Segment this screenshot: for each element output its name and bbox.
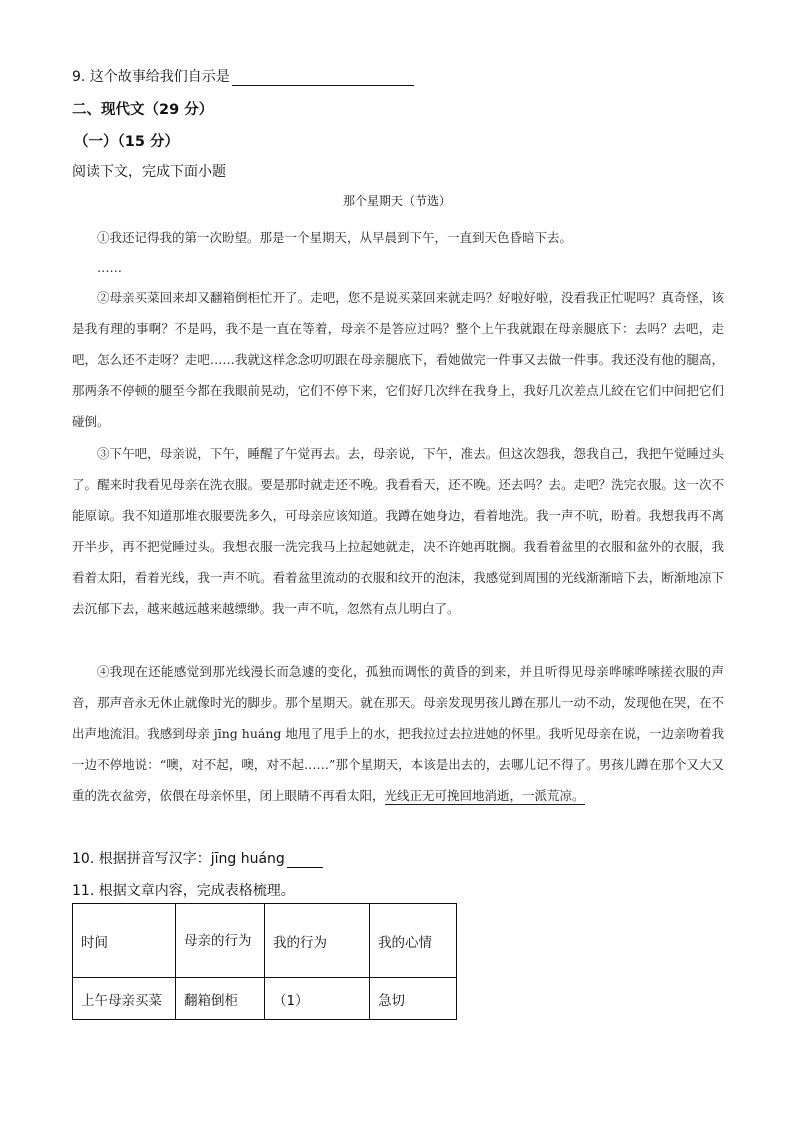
subsection-heading: （一）（15 分）	[74, 134, 179, 150]
paragraph-2-text: ②母亲买菜回来却又翻箱倒柜忙开了。走吧，您不是说买菜回来就走吗？好啦好啦，没看我正忙呢吗？真奇怪，该是我有理的事啊？不是吗，我不是一直在等着，母亲不是答应过吗？整个上午我就跟在母亲腿底下：去吗？去吧，走吧，怎么还不走呀？走吧……我就这样念念叨叨跟在母亲腿底下，看她做完一件事又去做一件事。我还没有他的腿高，那两条不停顿的腿至今都在我眼前晃动，它们不停下来，它们好几次绊在我身上，我好几次差点儿絞在它们中间把它们碰倒。	[72, 290, 724, 429]
question-11: 11. 根据文章内容，完成表格梳理。	[72, 883, 295, 899]
paragraph-3-text: ③下午吧，母亲说，下午，睡醒了午觉再去。去，母亲说，下午，准去。但这次怨我，怨我自己，我把午觉睡过头了。醒来时我看见母亲在洗衣服。要是那时就走还不晚。我看看天，还不晚。还去吗？去。走吧？洗完衣服。这一次不能原谅。我不知道那堆衣服要洗多久，可母亲应该知道。我蹲在她身边，看着地洗。我一声不吭，盼着。我想我再不离开半步，再不把觉睡过头。我想衣服一洗完我马上拉起她就走，决不许她再耽搁。我看着盆里的衣服和盆外的衣服，我看着太阳，看着光线，我一声不吭。看着盆里流动的衣服和纹开的泡沫，我感觉到周围的光线渐渐暗下去，断渐地凉下去沉郁下去，越来越远越来越缥缈。我一声不吭，忽然有点儿明白了。	[72, 446, 724, 616]
question-9-text: 9. 这个故事给我们自示是	[72, 69, 230, 85]
paragraph-4	[72, 656, 724, 811]
cell-mother-action: 翻箱倒柜	[176, 978, 265, 1020]
table-header-row	[73, 904, 457, 978]
paragraph-4-text	[72, 656, 724, 811]
ellipsis-line	[72, 252, 724, 283]
section-heading: 二、现代文（29 分）	[72, 102, 214, 118]
paragraph-1	[72, 222, 724, 253]
cell-my-mood: 急切	[370, 978, 457, 1020]
header-my-mood: 我的心情	[370, 904, 457, 978]
header-my-action: 我的行为	[265, 904, 370, 978]
question-9	[72, 66, 414, 86]
question-10	[72, 848, 323, 868]
underlined-sentence: 光线正无可挽回地消逝，一派荒凉。	[384, 788, 585, 803]
paragraph-1-text: ①我还记得我的第一次盼望。那是一个星期天，从早晨到下午，一直到天色昏暗下去。	[97, 230, 573, 245]
question-10-text: 10. 根据拼音写汉字：jīng huáng	[72, 851, 285, 867]
cell-time: 上午母亲买菜	[73, 978, 176, 1020]
passage-title: 那个星期天（节选）	[342, 194, 451, 208]
paragraph-2	[72, 282, 724, 437]
paragraph-4-main: ④我现在还能感觉到那光线漫长而急遽的变化，孤独而调怅的黄昏的到来，并且听得见母亲哗嗦哗嗦搓衣服的声音，那声音永无休止就像时光的脚步。那个星期天。就在那天。母亲发现男孩儿蹲在那儿一动不动，发现他在哭，在不出声地流泪。我感到母亲 jīng huáng 地甩了甩手上的水，把我拉过去拉进她的怀里。我听见母亲在说，一边亲吻着我一边不停地说：“噢，对不起，噢，对不起……”那个星期天，本该是出去的，去哪儿记不得了。男孩儿蹲在那个又大又重的洗衣盆旁，依偎在母亲怀里，闭上眼睛不再看太阳，	[72, 664, 724, 803]
paragraph-3	[72, 438, 724, 624]
table-row	[73, 978, 457, 1020]
reading-instruction: 阅读下文，完成下面小题	[72, 164, 226, 180]
answer-blank-9[interactable]	[232, 70, 414, 86]
cell-my-action-blank[interactable]: （1）	[265, 978, 370, 1020]
ellipsis-text: ……	[97, 260, 122, 275]
header-time: 时间	[73, 904, 176, 978]
header-mother-action: 母亲的行为	[176, 904, 265, 978]
answer-blank-10[interactable]	[287, 853, 323, 868]
summary-table	[72, 903, 457, 1020]
